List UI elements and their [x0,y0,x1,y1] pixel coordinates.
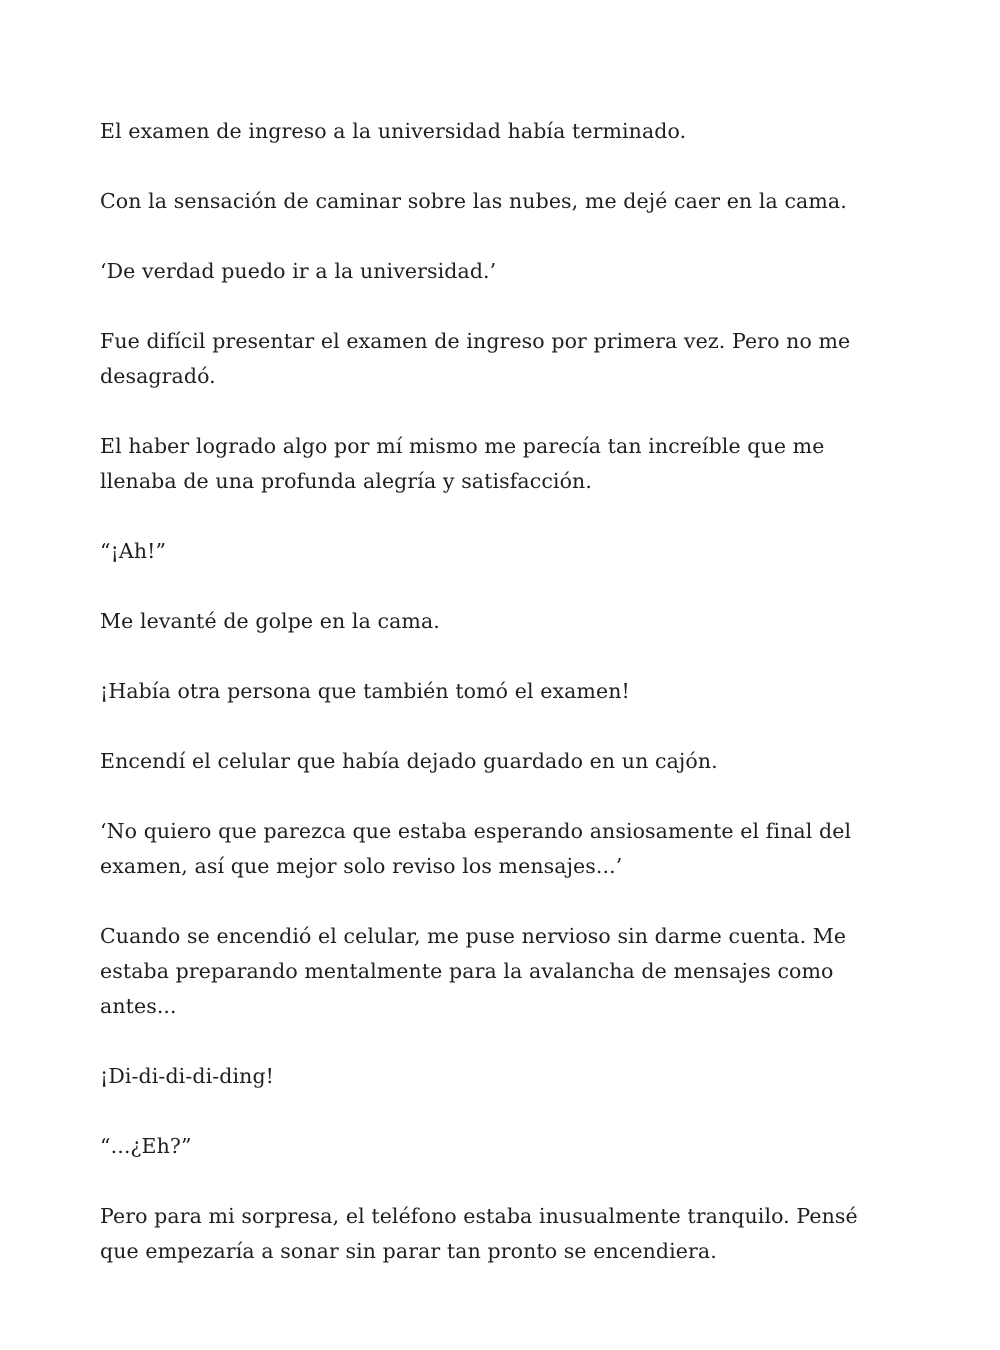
paragraph-9: Encendí el celular que había dejado guardado en un cajón. [100,749,718,773]
paragraph-5: El haber logrado algo por mí mismo me parecía tan increíble que me llenaba de una profunda alegría y satisfacción. [100,434,825,493]
paragraph-3: ‘De verdad puedo ir a la universidad.’ [100,259,497,283]
paragraph-2: Con la sensación de caminar sobre las nubes, me dejé caer en la cama. [100,189,847,213]
paragraph-10: ‘No quiero que parezca que estaba esperando ansiosamente el final del examen, así que mejor solo reviso los mensajes...’ [100,819,852,878]
paragraph-14: Pero para mi sorpresa, el teléfono estaba inusualmente tranquilo. Pensé que empezaría a sonar sin parar tan pronto se encendiera. [100,1204,858,1263]
paragraph-12: ¡Di-di-di-di-ding! [100,1064,275,1088]
paragraph-1: El examen de ingreso a la universidad había terminado. [100,119,687,143]
paragraph-8: ¡Había otra persona que también tomó el examen! [100,679,630,703]
paragraph-6: “¡Ah!” [100,539,167,563]
document-body [100,114,900,1304]
paragraph-7: Me levanté de golpe en la cama. [100,609,440,633]
paragraph-13: “...¿Eh?” [100,1134,192,1158]
paragraph-11: Cuando se encendió el celular, me puse nervioso sin darme cuenta. Me estaba preparando mentalmente para la avalancha de mensajes como antes... [100,924,847,1018]
paragraph-4: Fue difícil presentar el examen de ingreso por primera vez. Pero no me desagradó. [100,329,851,388]
